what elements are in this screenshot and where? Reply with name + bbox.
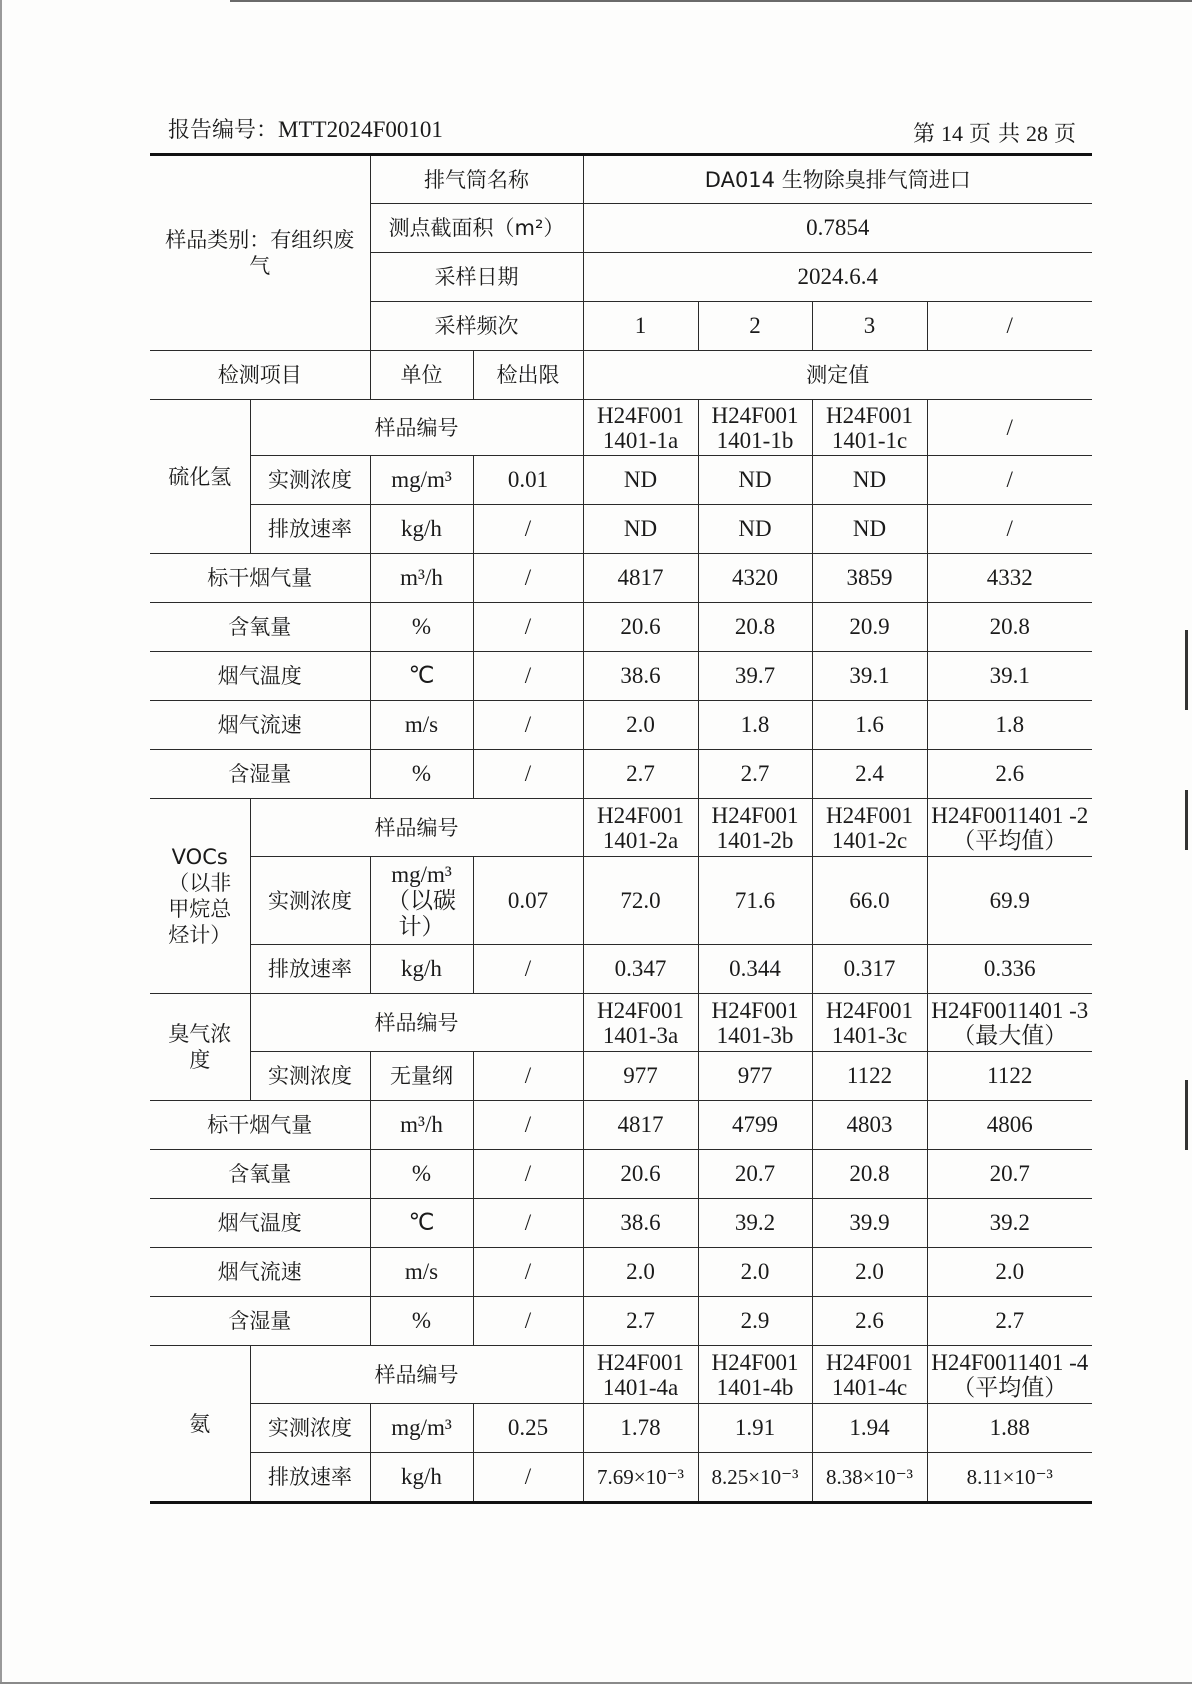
page-suffix: 页 — [1053, 122, 1076, 147]
sample-id: H24F001 1401-3c — [812, 994, 927, 1052]
emission-rate-label: 排放速率 — [250, 505, 370, 554]
page-prefix: 第 — [912, 122, 935, 147]
value-cell: ND — [698, 456, 812, 505]
section-area-value: 0.7854 — [583, 204, 1092, 253]
sample-id: H24F001 1401-4c — [812, 1346, 927, 1404]
value-cell: 4332 — [927, 554, 1092, 603]
unit-cell: ℃ — [370, 652, 473, 701]
param-label: 标干烟气量 — [150, 554, 370, 603]
detection-limit-cell: / — [473, 750, 583, 799]
unit-cell: % — [370, 1297, 473, 1346]
value-cell: ND — [812, 456, 927, 505]
detection-limit-cell: / — [473, 603, 583, 652]
value-cell: 20.6 — [583, 603, 698, 652]
report-table — [150, 153, 1092, 1504]
detection-limit-cell: / — [473, 1199, 583, 1248]
value-cell: 977 — [583, 1052, 698, 1101]
value-cell: 1.88 — [927, 1404, 1092, 1453]
frequency-cell: 3 — [812, 302, 927, 351]
value-cell: 1.6 — [812, 701, 927, 750]
unit-cell: kg/h — [370, 1453, 473, 1503]
value-cell: 72.0 — [583, 857, 698, 945]
value-cell: 8.38×10⁻³ — [812, 1453, 927, 1503]
measured-concentration-label: 实测浓度 — [250, 1404, 370, 1453]
sample-id-label: 样品编号 — [250, 400, 583, 456]
sample-id: H24F0011401 -4（平均值） — [927, 1346, 1092, 1404]
value-cell: 0.336 — [927, 945, 1092, 994]
emission-rate-label: 排放速率 — [250, 945, 370, 994]
value-cell: / — [927, 505, 1092, 554]
sampling-date-label: 采样日期 — [370, 253, 583, 302]
value-cell: 7.69×10⁻³ — [583, 1453, 698, 1503]
detection-limit-cell: / — [473, 652, 583, 701]
value-cell: 39.2 — [698, 1199, 812, 1248]
unit-cell: % — [370, 750, 473, 799]
value-cell: 4806 — [927, 1101, 1092, 1150]
unit-cell: m³/h — [370, 554, 473, 603]
value-cell: 1122 — [927, 1052, 1092, 1101]
value-cell: 4320 — [698, 554, 812, 603]
sample-id: H24F001 1401-2b — [698, 799, 812, 857]
detection-limit-cell: / — [473, 945, 583, 994]
value-cell: 0.347 — [583, 945, 698, 994]
value-cell: 2.7 — [583, 750, 698, 799]
sample-id: H24F001 1401-3a — [583, 994, 698, 1052]
value-cell: 66.0 — [812, 857, 927, 945]
sample-id: H24F001 1401-4a — [583, 1346, 698, 1404]
sampling-frequency-label: 采样频次 — [370, 302, 583, 351]
detection-limit-cell: / — [473, 1101, 583, 1150]
value-cell: ND — [583, 456, 698, 505]
value-cell: 2.6 — [927, 750, 1092, 799]
sample-id: H24F001 1401-2c — [812, 799, 927, 857]
param-label: 含湿量 — [150, 1297, 370, 1346]
value-cell: ND — [812, 505, 927, 554]
page-total: 28 — [1025, 121, 1048, 146]
unit-cell: mg/m³ — [370, 456, 473, 505]
value-cell: ND — [698, 505, 812, 554]
value-cell: 8.11×10⁻³ — [927, 1453, 1092, 1503]
stack-name-label: 排气筒名称 — [370, 155, 583, 204]
scan-edge-left — [0, 0, 2, 1684]
measured-concentration-label: 实测浓度 — [250, 456, 370, 505]
param-label: 含湿量 — [150, 750, 370, 799]
value-cell: 2.4 — [812, 750, 927, 799]
value-cell: 1.8 — [698, 701, 812, 750]
stack-name-value: DA014 生物除臭排气筒进口 — [583, 155, 1092, 204]
detection-limit-cell: 0.25 — [473, 1404, 583, 1453]
value-cell: 39.7 — [698, 652, 812, 701]
value-cell: 1.91 — [698, 1404, 812, 1453]
column-header-item: 检测项目 — [150, 351, 370, 400]
page-mid: 页 共 — [968, 122, 1020, 147]
value-cell: 2.0 — [583, 701, 698, 750]
value-cell: 38.6 — [583, 652, 698, 701]
sample-id: H24F001 1401-2a — [583, 799, 698, 857]
report-number — [168, 113, 443, 144]
scan-edge-mark — [1185, 790, 1188, 850]
unit-cell: kg/h — [370, 505, 473, 554]
value-cell: 0.317 — [812, 945, 927, 994]
value-cell: 1.8 — [927, 701, 1092, 750]
value-cell: 20.9 — [812, 603, 927, 652]
param-label: 标干烟气量 — [150, 1101, 370, 1150]
value-cell: 4817 — [583, 554, 698, 603]
value-cell: 20.7 — [927, 1150, 1092, 1199]
detection-limit-cell: 0.01 — [473, 456, 583, 505]
detection-limit-cell: / — [473, 1150, 583, 1199]
value-cell: 2.7 — [698, 750, 812, 799]
value-cell: 2.0 — [698, 1248, 812, 1297]
unit-cell: ℃ — [370, 1199, 473, 1248]
emission-rate-label: 排放速率 — [250, 1453, 370, 1503]
sample-id-label: 样品编号 — [250, 1346, 583, 1404]
value-cell: ND — [583, 505, 698, 554]
value-cell: / — [927, 456, 1092, 505]
section-area-label: 测点截面积（m²） — [370, 204, 583, 253]
scan-edge-mark — [1185, 1080, 1188, 1150]
value-cell: 0.344 — [698, 945, 812, 994]
page-number: 14 — [940, 121, 963, 146]
frequency-cell: 1 — [583, 302, 698, 351]
value-cell: 4799 — [698, 1101, 812, 1150]
detection-limit-cell: / — [473, 1248, 583, 1297]
unit-cell: m/s — [370, 1248, 473, 1297]
sample-id: H24F001 1401-1c — [812, 400, 927, 456]
measured-concentration-label: 实测浓度 — [250, 1052, 370, 1101]
sample-id: H24F0011401 -2（平均值） — [927, 799, 1092, 857]
report-number-label: 报告编号： — [168, 118, 279, 143]
detection-limit-cell: / — [473, 1453, 583, 1503]
value-cell: 20.7 — [698, 1150, 812, 1199]
sample-id: H24F001 1401-4b — [698, 1346, 812, 1404]
param-label: 烟气流速 — [150, 701, 370, 750]
value-cell: 20.8 — [812, 1150, 927, 1199]
group-name-h2s: 硫化氢 — [150, 400, 250, 554]
param-label: 含氧量 — [150, 603, 370, 652]
detection-limit-cell: / — [473, 505, 583, 554]
page-indicator — [913, 117, 1076, 148]
value-cell: 2.7 — [927, 1297, 1092, 1346]
value-cell: 977 — [698, 1052, 812, 1101]
frequency-cell: 2 — [698, 302, 812, 351]
detection-limit-cell: / — [473, 554, 583, 603]
unit-cell: 无量纲 — [370, 1052, 473, 1101]
sample-id: / — [927, 400, 1092, 456]
value-cell: 69.9 — [927, 857, 1092, 945]
measured-concentration-label: 实测浓度 — [250, 857, 370, 945]
detection-limit-cell: / — [473, 1297, 583, 1346]
value-cell: 4817 — [583, 1101, 698, 1150]
value-cell: 71.6 — [698, 857, 812, 945]
value-cell: 3859 — [812, 554, 927, 603]
unit-cell: mg/m³（以碳计） — [370, 857, 473, 945]
value-cell: 20.8 — [698, 603, 812, 652]
scan-edge-mark — [1185, 630, 1188, 710]
value-cell: 4803 — [812, 1101, 927, 1150]
group-name-nh3: 氨 — [150, 1346, 250, 1503]
scan-edge-top — [230, 0, 1192, 2]
sample-id-label: 样品编号 — [250, 994, 583, 1052]
sample-id: H24F001 1401-1a — [583, 400, 698, 456]
detection-limit-cell: 0.07 — [473, 857, 583, 945]
value-cell: 38.6 — [583, 1199, 698, 1248]
detection-limit-cell: / — [473, 701, 583, 750]
param-label: 烟气温度 — [150, 652, 370, 701]
sample-category: 样品类别：有组织废气 — [150, 155, 370, 351]
group-name-vocs: VOCs（以非甲烷总烃计） — [150, 799, 250, 994]
value-cell: 1.78 — [583, 1404, 698, 1453]
column-header-unit: 单位 — [370, 351, 473, 400]
sampling-date-value: 2024.6.4 — [583, 253, 1092, 302]
column-header-value: 测定值 — [583, 351, 1092, 400]
unit-cell: m³/h — [370, 1101, 473, 1150]
value-cell: 2.7 — [583, 1297, 698, 1346]
value-cell: 20.6 — [583, 1150, 698, 1199]
unit-cell: m/s — [370, 701, 473, 750]
value-cell: 2.6 — [812, 1297, 927, 1346]
sample-id: H24F001 1401-1b — [698, 400, 812, 456]
column-header-limit: 检出限 — [473, 351, 583, 400]
value-cell: 2.0 — [583, 1248, 698, 1297]
value-cell: 39.9 — [812, 1199, 927, 1248]
report-number-value: MTT2024F00101 — [278, 117, 443, 142]
group-name-odor: 臭气浓度 — [150, 994, 250, 1101]
param-label: 烟气流速 — [150, 1248, 370, 1297]
param-label: 含氧量 — [150, 1150, 370, 1199]
sample-id: H24F0011401 -3（最大值） — [927, 994, 1092, 1052]
detection-limit-cell: / — [473, 1052, 583, 1101]
value-cell: 2.9 — [698, 1297, 812, 1346]
sample-id-label: 样品编号 — [250, 799, 583, 857]
sample-id: H24F001 1401-3b — [698, 994, 812, 1052]
value-cell: 39.1 — [927, 652, 1092, 701]
value-cell: 2.0 — [812, 1248, 927, 1297]
value-cell: 1122 — [812, 1052, 927, 1101]
value-cell: 2.0 — [927, 1248, 1092, 1297]
value-cell: 1.94 — [812, 1404, 927, 1453]
unit-cell: % — [370, 603, 473, 652]
value-cell: 20.8 — [927, 603, 1092, 652]
value-cell: 39.2 — [927, 1199, 1092, 1248]
param-label: 烟气温度 — [150, 1199, 370, 1248]
value-cell: 8.25×10⁻³ — [698, 1453, 812, 1503]
unit-cell: % — [370, 1150, 473, 1199]
unit-cell: kg/h — [370, 945, 473, 994]
frequency-cell: / — [927, 302, 1092, 351]
value-cell: 39.1 — [812, 652, 927, 701]
unit-cell: mg/m³ — [370, 1404, 473, 1453]
